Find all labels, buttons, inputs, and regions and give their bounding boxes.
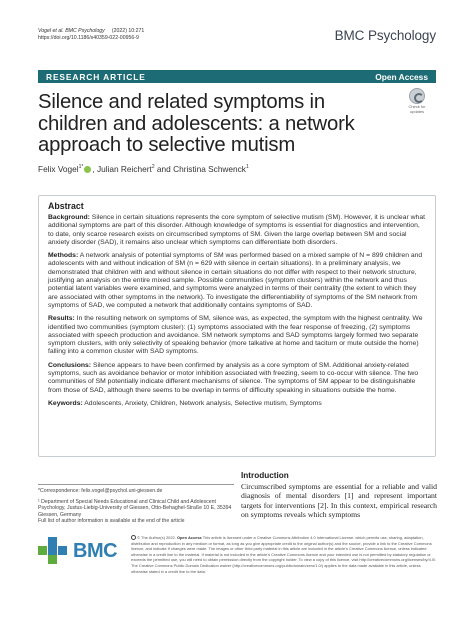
article-title: Silence and related symptoms in children and adolescents: a network approach to selective mutism	[38, 91, 355, 156]
running-header	[38, 28, 144, 42]
abstract-conclusions: Conclusions: Silence appears to have been confirmed by analysis as a core symptom of SM. Additional anxiety-related symptoms, such as avoidance behavior or motor inhibition associated with freezing, seem to co-occur with silence. The two communities of SM potentially indicate different mechanisms of silence. The symptoms of SM appear to be distinguishable from those of SAD, although there seems to be overlap in terms of difficulty speaking in situations outside the home.	[48, 361, 419, 394]
author-1[interactable]: Felix Vogel	[38, 164, 79, 174]
doi-link[interactable]: https://doi.org/10.1186/s40359-022-00956-9	[38, 35, 139, 41]
correspondence-email[interactable]: *Correspondence: felix.vogel@psychol.uni-giessen.de	[38, 488, 163, 494]
journal-name: BMC Psychology	[334, 28, 436, 43]
cc-icon	[131, 535, 136, 540]
author-list: Felix Vogel$^{1*}$ , Julian Reichert$^2$ and Christina Schwenck$^1$	[38, 164, 249, 174]
check-updates-label: Check for updates	[408, 104, 426, 114]
author-info-note: Full list of author information is available at the end of the article	[38, 518, 185, 525]
abstract-keywords: Keywords: Adolescents, Anxiety, Children, Network analysis, Selective mutism, Symptoms	[48, 399, 322, 407]
check-updates-icon	[409, 88, 425, 104]
author-1-affil: 1*	[78, 164, 84, 171]
affiliation-1: ¹ Department of Special Needs Educational and Clinical Child and Adolescent Psychology, Justus-Liebig-University of Giessen, Otto-Behaghel-Straße 10 E, 35394 Giessen, Germany	[38, 498, 232, 518]
abstract-box	[38, 195, 436, 457]
year-issue: (2022) 10:271	[111, 28, 145, 34]
author-2[interactable]: Julian Reichert	[96, 164, 152, 174]
correspondence-note	[38, 484, 234, 525]
abstract-methods: Methods: A network analysis of potential symptoms of SM was performed based on a mixed sample of N = 899 children and adolescents with and without indication of SM (n = 629 with silence in certain situations). In a preliminary analysis, we demonstrated that children with and without silence in certain situations do not differ with respect to their network structure, justifying an analysis on the entire mixed sample. Possible communities (symptom clusters) within the network and thus potential latent variables were examined, and symptoms were analyzed in terms of their centrality (the extent to which they are associated with other symptoms in the network). To investigate the differentiability of symptoms of the SM network from symptoms of SAD, we computed a network that additionally contains symptoms of SAD.	[48, 252, 423, 309]
article-banner	[38, 70, 436, 83]
abstract-heading: Abstract	[48, 201, 84, 211]
abstract-results: Results: In the resulting network on symptoms of SM, silence was, as expected, the symptom with the highest centrality. We identified two communities (symptom cluster): (1) symptoms associated with the fear response of freezing, (2) symptoms associated with speech production and avoidance. SM network symptoms and SAD symptoms largely formed two separate symptom clusters, with only selectivity of speaking behavior (more talkative at home and taciturn or mute outside the home) falling into a common cluster with SAD symptoms.	[48, 315, 423, 356]
citation-line	[38, 28, 144, 35]
bmc-logo-mark-icon	[38, 537, 70, 565]
license-text: © The Author(s) 2022. Open Access This article is licensed under a Creative Commons Attribution 4.0 International License, which permits use, sharing, adaptation, distribution and reproduction in any medium or format, as long as you give appropriate credit to the original author(s) and the source, provide a link to the Creative Commons licence, and indicate if changes were made. The images or other third party material in this article are included in the article's Creative Commons licence, unless indicated otherwise in a credit line to the material. If material is not included in the article's Creative Commons licence and your intended use is not permitted by statutory regulation or exceeds the permitted use, you will need to obtain permission directly from the copyright holder. To view a copy of this licence, visit http://creativecommons.org/licenses/by/4.0/. The Creative Commons Public Domain Dedication waiver (http://creativecommons.org/publicdomain/zero/1.0/) applies to the data made available in this article, unless otherwise stated in a credit line to the data.	[131, 535, 437, 574]
open-access-label: Open Access	[375, 72, 428, 82]
bmc-logo	[38, 537, 126, 565]
introduction-heading: Introduction	[241, 471, 289, 480]
check-updates-button[interactable]	[402, 88, 432, 122]
author-2-affil: 2	[151, 164, 155, 171]
author-3[interactable]: Christina Schwenck	[173, 164, 246, 174]
citation: Vogel et al. BMC Psychology	[38, 28, 105, 34]
bmc-logo-text: BMC	[73, 540, 118, 562]
orcid-icon[interactable]	[84, 166, 91, 173]
author-3-affil: 1	[245, 164, 249, 171]
abstract-background: Background: Silence in certain situations represents the core symptom of selective mutism (SM). However, it is unclear what additional symptoms are part of this disorder. Although knowledge of symptoms is essential for diagnostics and intervention, to date, only scarce research exists on circumscribed symptoms of SM. Given the large overlap between SM and social anxiety disorder (SAD), it remains also unclear which symptoms can differentiate both disorders.	[48, 214, 425, 246]
introduction-text: Circumscribed symptoms are essential for a reliable and valid diagnosis of mental disorders [1] and represent important targets for interventions [2]. In this context, empirical research on symptoms reveals which symptoms	[241, 482, 437, 519]
article-type: RESEARCH ARTICLE	[46, 72, 146, 82]
